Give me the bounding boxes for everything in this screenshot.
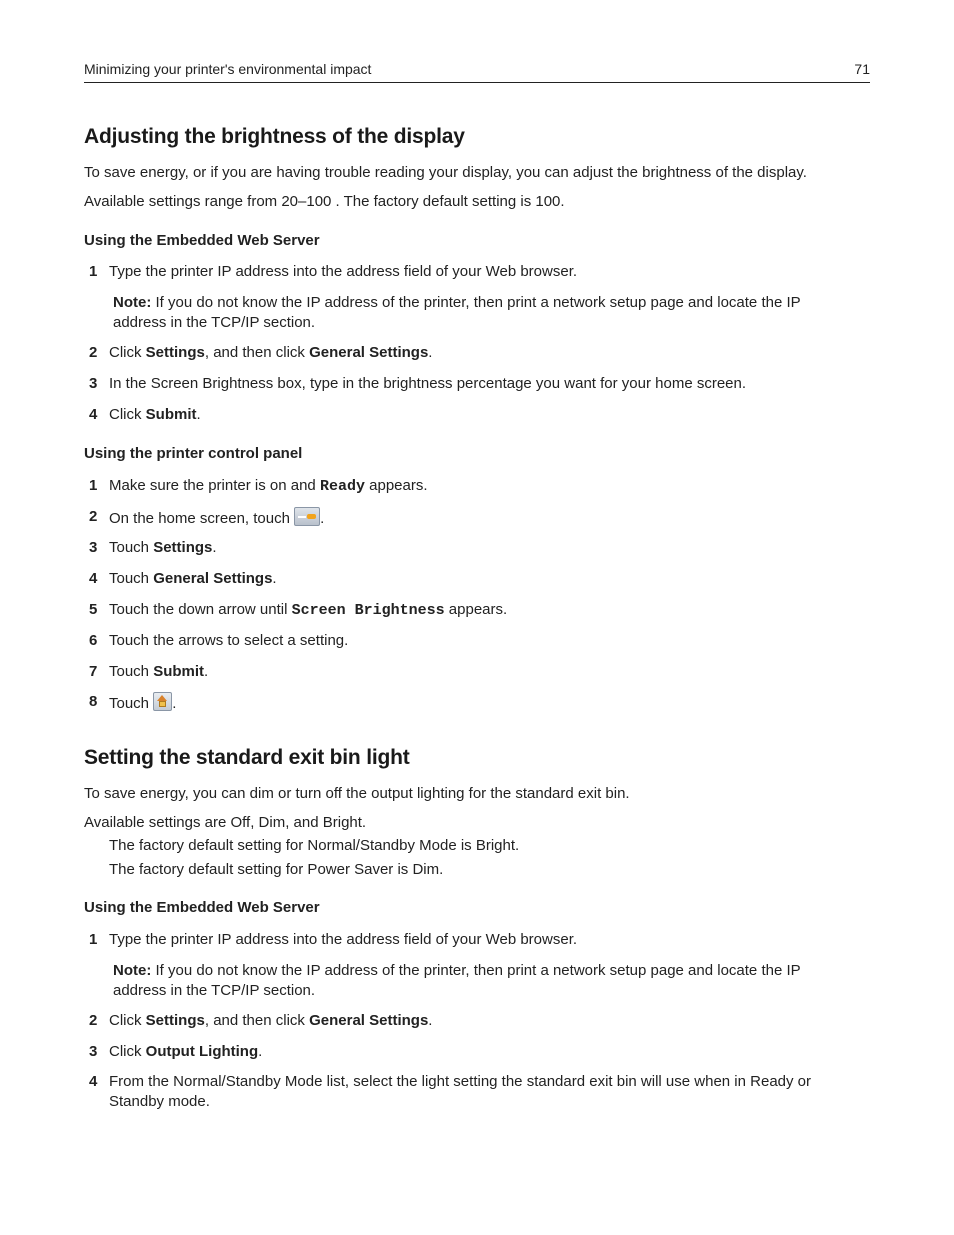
step-number: 2 [89, 1012, 98, 1029]
exit-bin-available: Available settings are Off, Dim, and Bright. [84, 814, 367, 831]
exit-bin-default-saver: The factory default setting for Power Saver is Dim. [109, 861, 444, 878]
step-number: 4 [89, 406, 98, 423]
home-icon [153, 692, 172, 711]
step-number: 3 [89, 1043, 98, 1060]
running-header [84, 60, 870, 83]
ews2-note [113, 961, 833, 1001]
step-text: On the home screen, touch . [109, 507, 870, 529]
step-number: 3 [89, 375, 98, 392]
step-text: In the Screen Brightness box, type in the brightness percentage you want for your home screen. [109, 375, 747, 392]
step-number: 6 [89, 632, 98, 649]
step-number: 1 [89, 263, 98, 280]
step-text: From the Normal/Standby Mode list, select the light setting the standard exit bin will use when in Ready or Standby mode. [109, 1073, 812, 1110]
step-text: Touch the arrows to select a setting. [109, 632, 349, 649]
step-number: 1 [89, 931, 98, 948]
note-label: Note: [113, 294, 152, 311]
step-number: 7 [89, 663, 98, 680]
step-number: 4 [89, 570, 98, 587]
section-heading-exit-bin-light: Setting the standard exit bin light [84, 746, 410, 769]
subheading-ews-1: Using the Embedded Web Server [84, 232, 320, 249]
step-text: Touch Submit. [109, 663, 209, 680]
note-text: If you do not know the IP address of the printer, then print a network setup page and locate the IP address in the TCP/IP section. [113, 962, 801, 999]
step-number: 2 [89, 508, 98, 525]
screen-brightness-text: Screen Brightness [291, 602, 445, 619]
step-text: Touch Settings. [109, 539, 217, 556]
note-label: Note: [113, 962, 152, 979]
step-text: Click Settings, and then click General Settings. [109, 1012, 433, 1029]
step-text: Type the printer IP address into the address field of your Web browser. [109, 263, 578, 280]
step-number: 8 [89, 693, 98, 710]
step-number: 4 [89, 1073, 98, 1090]
ready-status-text: Ready [319, 478, 365, 495]
subheading-ews-2: Using the Embedded Web Server [84, 899, 320, 916]
page-number: 71 [854, 61, 870, 77]
exit-bin-intro: To save energy, you can dim or turn off the output lighting for the standard exit bin. [84, 785, 630, 802]
step-text: Touch General Settings. [109, 570, 277, 587]
step-number: 2 [89, 344, 98, 361]
step-number: 1 [89, 477, 98, 494]
step-text: Make sure the printer is on and Ready appears. [109, 477, 428, 495]
step-text: Click Settings, and then click General Settings. [109, 344, 433, 361]
exit-bin-default-normal: The factory default setting for Normal/Standby Mode is Bright. [109, 837, 520, 854]
brightness-range: Available settings range from 20–100 . The factory default setting is 100. [84, 193, 565, 210]
step-text: Touch . [109, 692, 870, 714]
step-text: Click Submit. [109, 406, 201, 423]
step-text: Touch the down arrow until Screen Brightness appears. [109, 601, 508, 619]
step-number: 3 [89, 539, 98, 556]
subheading-control-panel: Using the printer control panel [84, 445, 303, 462]
note-text: If you do not know the IP address of the printer, then print a network setup page and locate the IP address in the TCP/IP section. [113, 294, 801, 331]
step-text: Click Output Lighting. [109, 1043, 263, 1060]
settings-icon [294, 507, 320, 526]
header-title: Minimizing your printer's environmental impact [84, 61, 372, 77]
step-number: 5 [89, 601, 98, 618]
brightness-intro: To save energy, or if you are having trouble reading your display, you can adjust the brightness of the display. [84, 164, 807, 181]
ews1-note [113, 293, 833, 333]
section-heading-brightness: Adjusting the brightness of the display [84, 125, 465, 148]
step-text: Type the printer IP address into the address field of your Web browser. [109, 931, 578, 948]
